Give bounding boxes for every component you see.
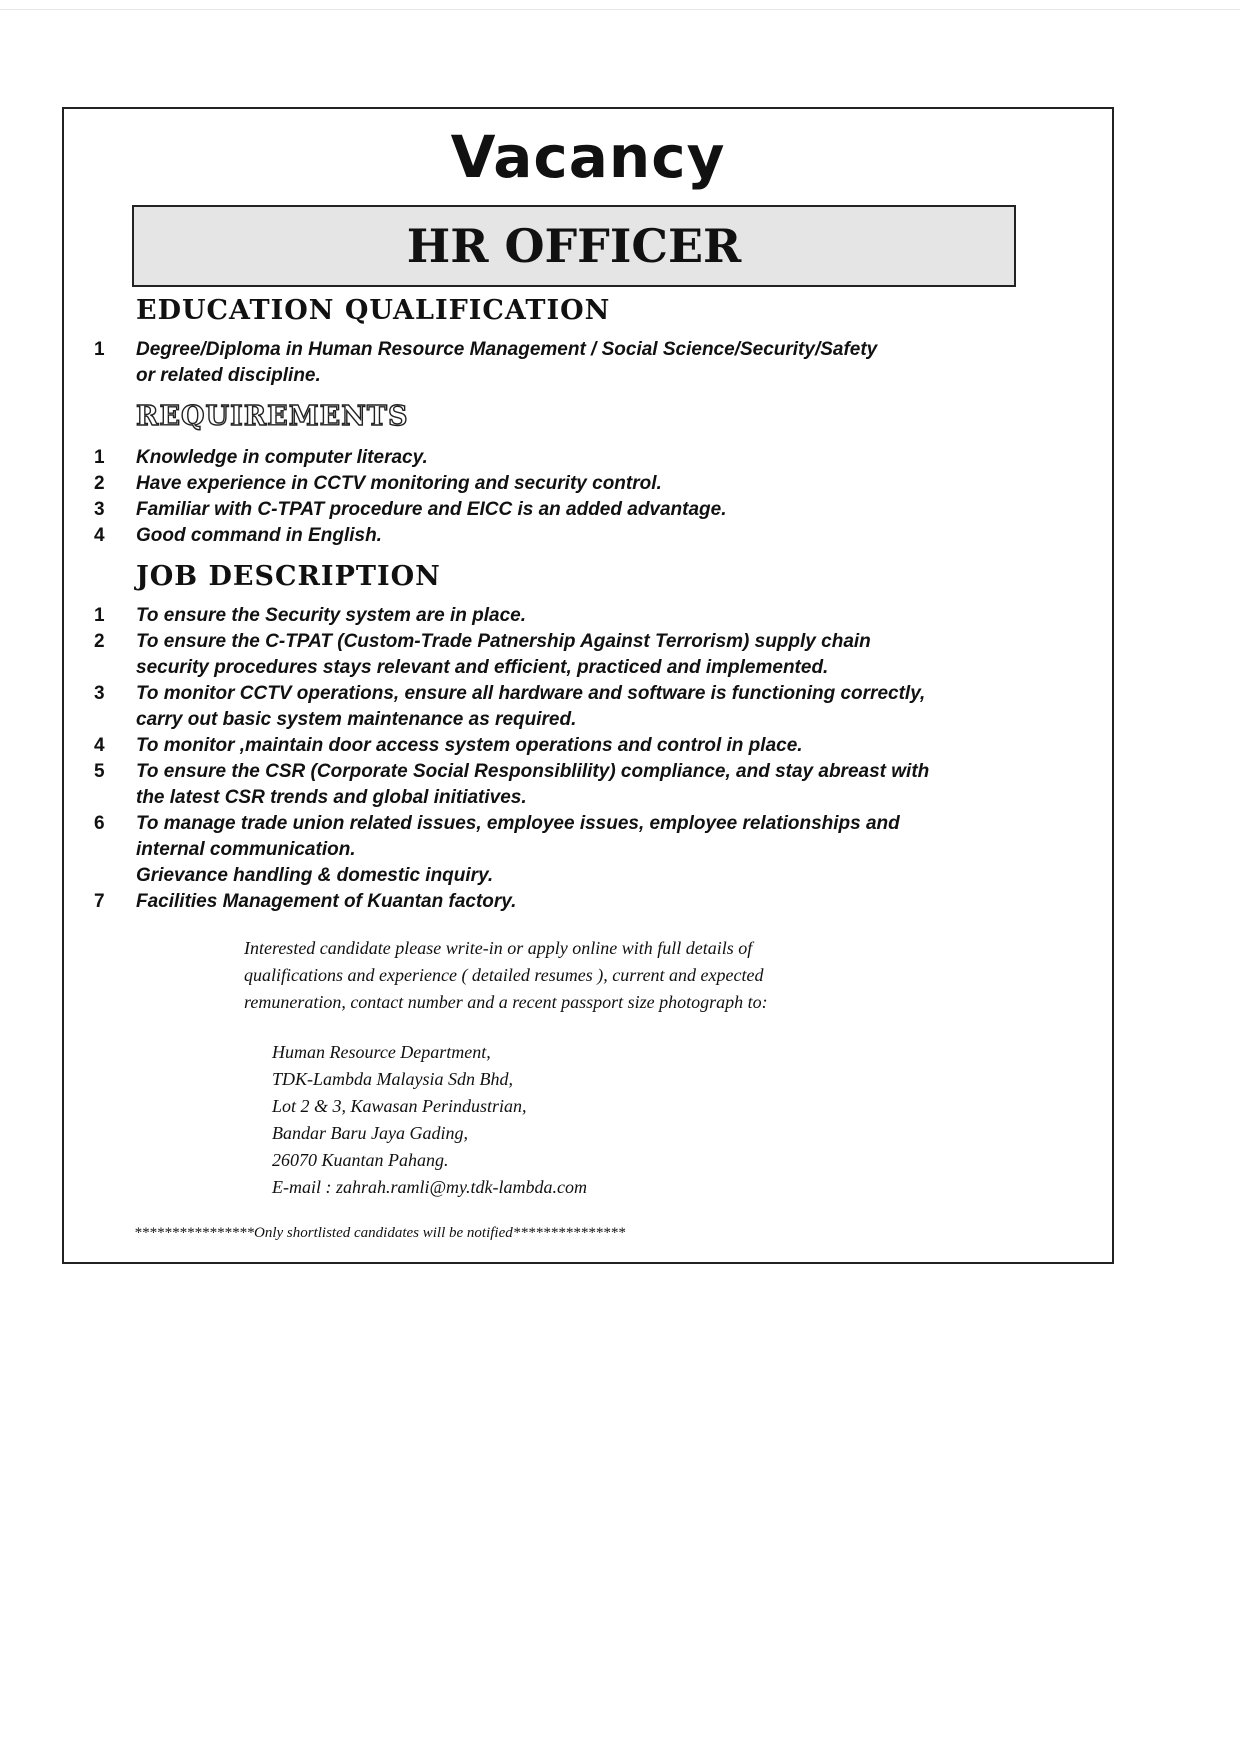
item-text: Have experience in CCTV monitoring and security control. bbox=[136, 473, 662, 494]
item-number: 7 bbox=[94, 891, 105, 912]
list-item bbox=[64, 759, 1044, 811]
address-line: Lot 2 & 3, Kawasan Perindustrian, bbox=[272, 1096, 527, 1116]
list-item bbox=[64, 811, 1044, 889]
education-heading: EDUCATION QUALIFICATION bbox=[136, 295, 611, 326]
item-number: 3 bbox=[94, 499, 105, 520]
list-item bbox=[64, 603, 1044, 629]
item-text: Knowledge in computer literacy. bbox=[136, 447, 428, 468]
item-text: To manage trade union related issues, employee issues, employee relationships and internal communication. Grievance handling & domestic inquiry. bbox=[136, 813, 900, 886]
item-number: 2 bbox=[94, 631, 105, 652]
shortlist-footnote: ****************Only shortlisted candidates will be notified*************** bbox=[134, 1225, 626, 1241]
list-item bbox=[64, 889, 1044, 915]
item-text: Facilities Management of Kuantan factory. bbox=[136, 891, 517, 912]
page-edge bbox=[0, 9, 1240, 10]
list-item bbox=[64, 337, 1044, 389]
page-title: Vacancy bbox=[450, 123, 726, 191]
item-text: Degree/Diploma in Human Resource Management / Social Science/Security/Safety or related discipline. bbox=[136, 339, 878, 386]
item-text: To ensure the Security system are in place. bbox=[136, 605, 527, 626]
item-number: 4 bbox=[94, 735, 105, 756]
address-line: Bandar Baru Jaya Gading, bbox=[272, 1123, 468, 1143]
vacancy-notice bbox=[62, 107, 1114, 1264]
item-number: 6 bbox=[94, 813, 105, 834]
application-instructions: Interested candidate please write-in or apply online with full details of qualifications and experience ( detailed resumes ), current and expected remuneration, contact number and a recent passport size photograph to: bbox=[244, 938, 768, 1012]
item-number: 2 bbox=[94, 473, 105, 494]
job-description-list bbox=[64, 603, 1044, 915]
requirements-list bbox=[64, 445, 1044, 549]
job-description-heading: JOB DESCRIPTION bbox=[136, 561, 441, 592]
list-item bbox=[64, 445, 1044, 471]
item-text: To monitor CCTV operations, ensure all hardware and software is functioning correctly, carry out basic system maintenance as required. bbox=[136, 683, 926, 730]
address-line: 26070 Kuantan Pahang. bbox=[272, 1150, 449, 1170]
item-text: To ensure the C-TPAT (Custom-Trade Patnership Against Terrorism) supply chain security procedures stays relevant and efficient, practiced and implemented. bbox=[136, 631, 871, 678]
education-list bbox=[64, 337, 1044, 389]
contact-address bbox=[272, 1039, 587, 1201]
list-item bbox=[64, 471, 1044, 497]
item-text: To ensure the CSR (Corporate Social Responsiblility) compliance, and stay abreast with the latest CSR trends and global initiatives. bbox=[136, 761, 930, 808]
email-address: E-mail : zahrah.ramli@my.tdk-lambda.com bbox=[272, 1177, 588, 1197]
list-item bbox=[64, 497, 1044, 523]
list-item bbox=[64, 733, 1044, 759]
list-item bbox=[64, 523, 1044, 549]
item-number: 1 bbox=[94, 447, 105, 468]
item-number: 5 bbox=[94, 761, 105, 782]
list-item bbox=[64, 629, 1044, 681]
address-line: TDK-Lambda Malaysia Sdn Bhd, bbox=[272, 1069, 514, 1089]
list-item bbox=[64, 681, 1044, 733]
item-number: 3 bbox=[94, 683, 105, 704]
requirements-heading: REQUIREMENTS bbox=[136, 401, 409, 432]
item-number: 1 bbox=[94, 339, 105, 360]
item-text: Familiar with C-TPAT procedure and EICC is an added advantage. bbox=[136, 499, 727, 520]
address-line: Human Resource Department, bbox=[272, 1042, 491, 1062]
item-number: 4 bbox=[94, 525, 105, 546]
item-number: 1 bbox=[94, 605, 105, 626]
position-banner: HR OFFICER bbox=[132, 205, 1016, 287]
item-text: To monitor ,maintain door access system operations and control in place. bbox=[136, 735, 803, 756]
item-text: Good command in English. bbox=[136, 525, 382, 546]
